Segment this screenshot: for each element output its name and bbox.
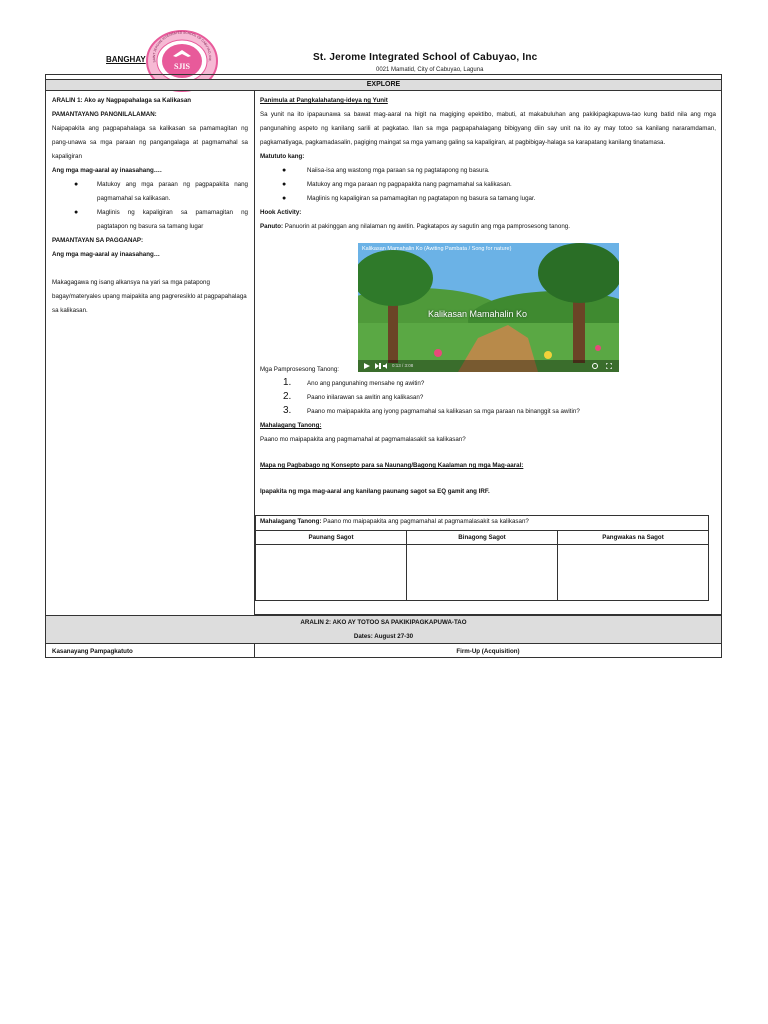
matututo-list	[260, 164, 716, 206]
video-player[interactable]	[358, 243, 619, 372]
play-icon[interactable]	[364, 363, 370, 369]
column-divider	[254, 643, 255, 658]
list-item: ● Naiisa-isa ang wastong mga paraan sa ng pagtatapong ng basura.	[260, 164, 716, 178]
inaasahang-list	[52, 178, 248, 234]
aralin-1-title: ARALIN 1: Ako ay Nagpapahalaga sa Kalikasan	[52, 97, 192, 104]
panimula-text: Sa yunit na ito ipapaunawa sa bawat mag-aaral na higit na magiging epektibo, mabuti, at makabuluhan ang pakikipagkapuwa-tao kung batid nila ang mga pangunahing aspeto ng kanilang sarili at pagkatao. Ilan sa mga pagpapahalagang bibigyang diin say unit na ito ay may totoo sa kanilang nararamdaman, pagkamatiyaga, pagkamadasalin, pagiging maingat sa mga yamang galing sa kapaligiran, at pagbibigay-halaga sa karapatang kanilang tinatamasa.	[260, 111, 716, 146]
grid-divider	[255, 544, 709, 545]
panuto-line	[260, 220, 716, 234]
video-thumbnail	[358, 243, 619, 372]
volume-icon[interactable]	[383, 363, 389, 369]
left-column	[52, 94, 248, 318]
inaasahang-heading: Ang mga mag-aaral ay inaasahang….	[52, 167, 162, 174]
panuto-text: Panuorin at pakinggan ang nilalaman ng awitin. Pagkatapos ay sagutin ang mga pamprosesong tanong.	[283, 223, 570, 230]
list-item: ● Matukoy ang mga paraan ng pagpapakita nang pagmamahal sa kalikasan.	[52, 178, 248, 206]
firm-up-label: Firm-Up (Acquisition)	[456, 648, 520, 655]
pamprosesong-list	[260, 377, 716, 419]
bottom-row	[46, 643, 721, 658]
panimula-heading: Panimula at Pangkalahatang-ideya ng Yunit	[260, 97, 388, 104]
pamantayan-pagganap-heading: PAMANTAYAN SA PAGGANAP:	[52, 237, 144, 244]
list-item: 3. Paano mo maipapakita ang iyong pagmamahal sa kalikasan sa mga paraan na binanggit sa awitin?	[283, 405, 580, 416]
settings-icon[interactable]	[592, 363, 598, 369]
list-item: 2. Paano inilarawan sa awitin ang kalikasan?	[283, 391, 424, 402]
pamantayang-pangnilalaman-heading: PAMANTAYANG PANGNILALAMAN:	[52, 111, 157, 118]
list-item: ● Maglinis ng kapaligiran sa pamamagitan ng pagtatapon ng basura sa tamang lugar.	[260, 192, 716, 206]
school-name: St. Jerome Integrated School of Cabuyao, Inc	[313, 52, 538, 63]
panuto-label: Panuto:	[260, 223, 284, 230]
pamprosesong-heading: Mga Pamprosesong Tanong:	[260, 366, 339, 373]
column-header-paunang: Paunang Sagot	[308, 534, 354, 541]
kasanayang-label: Kasanayang Pampagkatuto	[52, 648, 133, 655]
pagganap-text: Makagagawa ng isang alkansya na yari sa mga patapong bagay/materyales upang maipakita ang pagreresiklo at pagpapahalaga sa kalikasan.	[52, 279, 247, 314]
hook-activity-heading: Hook Activity:	[260, 209, 302, 216]
logo-ring-text: SAINT JEROME INTEGRATED SCHOOL OF CABUYAO, INC.	[151, 30, 213, 63]
aralin-2-dates: Dates: August 27-30	[353, 633, 414, 640]
list-item: ● Matukoy ang mga paraan ng pagpapakita nang pagmamahal sa kalikasan.	[260, 178, 716, 192]
matututo-heading: Matututo kang:	[260, 153, 305, 160]
irf-grid	[255, 515, 709, 601]
video-caption: Kalikasan Mamahalin Ko	[428, 309, 528, 319]
column-header-pangwakas: Pangwakas na Sagot	[602, 534, 664, 541]
video-time: 0:13 / 3:08	[392, 363, 414, 368]
grid-divider	[255, 530, 709, 531]
list-item: ● Maglinis ng kapaligiran sa pamamagitan ng pagtatapon ng basura sa tamang lugar	[52, 206, 248, 234]
document-title-label: BANGHAY	[106, 55, 146, 64]
next-icon[interactable]	[375, 363, 381, 369]
pamantayang-pangnilalaman-text: Naipapakita ang pagpapahalaga sa kalikasan sa pamamagitan ng pang-unawa sa mga paraan ng pangangalaga at pagmamahal sa kapaligiran	[52, 125, 248, 160]
logo-initials: SJIS	[173, 62, 191, 71]
mapa-heading: Mapa ng Pagbabago ng Konsepto para sa Naunang/Bagong Kaalaman ng mga Mag-aaral:	[260, 462, 524, 469]
mahalagang-tanong-text: Paano mo maipapakita ang pagmamahal at pagmamalasakit sa kalikasan?	[260, 436, 466, 443]
aralin-2-title: ARALIN 2: AKO AY TOTOO SA PAKIKIPAGKAPUWA-TAO	[300, 619, 467, 626]
irf-question: Mahalagang Tanong: Paano mo maipapakita ang pagmamahal at pagmamalasakit sa kalikasan?	[260, 518, 529, 525]
list-item: 1. Ano ang pangunahing mensahe ng awitin?	[283, 377, 425, 388]
aralin-2-header	[46, 615, 721, 644]
mahalagang-tanong-heading: Mahalagang Tanong:	[260, 422, 322, 429]
ipapakita-text: Ipapakita ng mga mag-aaral ang kanilang paunang sagot sa EQ gamit ang IRF.	[260, 488, 490, 495]
fullscreen-icon[interactable]	[606, 363, 612, 369]
school-address: 0021 Mamatid, City of Cabuyao, Laguna	[376, 67, 484, 73]
video-controls	[358, 360, 619, 372]
pagganap-subheading: Ang mga mag-aaral ay inaasahang…	[52, 251, 160, 258]
explore-header: EXPLORE	[46, 79, 721, 91]
video-title: Kalikasan Mamahalin Ko (Awiting Pambata / Song for nature)	[362, 246, 512, 252]
column-header-binagong: Binagong Sagot	[458, 534, 506, 541]
